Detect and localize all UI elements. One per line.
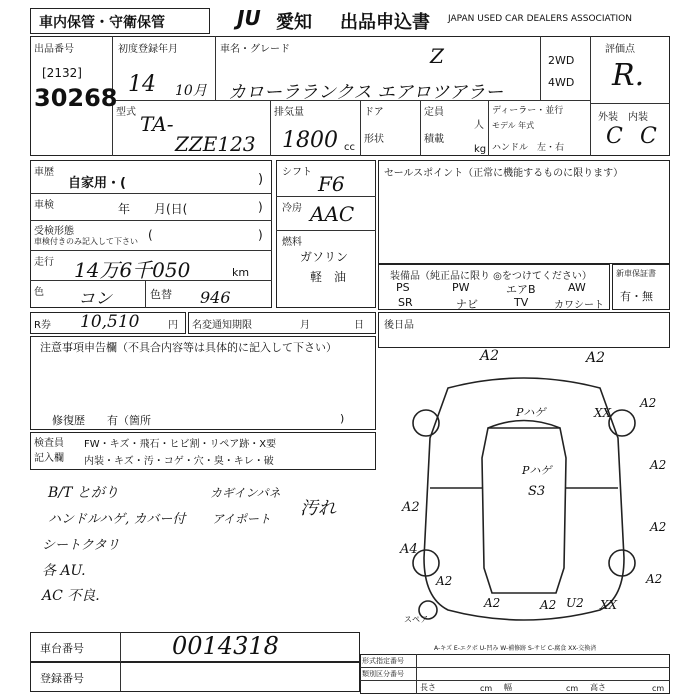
hw-line3: シートクタリ [42,538,120,553]
car-name: カローラランクス エアロツアラー [228,82,504,103]
storage-tag-text: 車内保管・守衛保管 [39,15,165,31]
car-grade: Z [430,44,444,68]
handle-label: ハンドル 左・右 [492,143,565,153]
drive-4wd: 4WD [548,76,575,89]
length-unit: cm [480,684,493,693]
car-name-label: 車名・グレード [220,44,290,55]
equip-ps: PS [396,281,410,294]
displacement-value: 1800 [282,128,338,153]
warranty-value: 有・無 [620,290,653,303]
ac-label: 冷房 [282,203,302,214]
mark-a2-right-4: A2 [646,572,663,586]
first-reg-year: 14 [128,72,156,97]
sales-point-label: セールスポイント（正常に機能するものに限ります） [384,168,624,179]
color-code: 946 [200,288,231,307]
model-label: 型式 [116,107,136,118]
reg-label: 登録番号 [40,672,84,685]
height-label: 高さ [590,683,606,692]
form-title: 出品申込書 [340,12,430,33]
equip-pw: PW [452,281,470,294]
dealer-label: ディーラー・並行 [492,106,564,116]
equip-leather: カワシート [554,300,604,311]
ac-value: AAC [310,202,355,226]
ju-logo: JU [237,6,261,30]
warranty-label: 新車保証書 [616,269,656,278]
shape-label: 形状 [364,134,384,145]
repair-label: 修復歴 有（箇所 [52,414,151,427]
frame-value: 0014318 [172,632,279,660]
name-change-month: 月 [300,320,310,331]
capacity-unit: 人 [474,120,484,131]
equip-sr: SR [398,296,413,309]
size-label-2: 類別区分番号 [362,670,404,678]
mark-a2-left-bottom: A2 [436,574,453,588]
model-line1: TA- [140,112,174,136]
hw-line5: AC 不良. [42,588,100,604]
displacement-label: 排気量 [274,107,304,118]
logo-aichi: 愛知 [276,12,312,33]
hw-line4: 各 AU. [42,563,86,579]
fuel-gasoline: ガソリン [300,250,349,264]
shift-value: F6 [318,172,345,196]
mark-a2-top-left: A2 [480,348,500,364]
hw-line1: B/T とがり [48,485,119,501]
rear-label: 後日品 [384,320,414,331]
history-value: 自家用・( [68,176,126,191]
color-change-label: 色替 [150,288,172,301]
storage-tag [30,8,210,34]
mark-a2-top-right: A2 [586,350,606,366]
load-unit: kg [474,144,487,155]
import-close: ) [258,228,263,242]
hw-right3: 汚れ [300,498,336,519]
score-value: R. [612,58,645,93]
inspection-close: ) [258,200,263,214]
frame-label: 車台番号 [40,642,84,655]
mark-a2-bottom-2: A2 [540,598,557,612]
drive-2wd: 2WD [548,54,575,67]
load-label: 積載 [424,134,444,145]
inspector-label: 検査員 記入欄 [34,438,64,464]
rear-right-wheel [609,550,635,576]
recycle-label: R券 [34,320,51,331]
rear-block [378,312,670,348]
capacity-label: 定員 [424,107,444,118]
org-name: JAPAN USED CAR DEALERS ASSOCIATION [448,14,632,24]
color-value: コン [78,289,112,309]
mark-a2-bottom-1: A2 [484,596,501,610]
inspection-value: 年 月(日( [118,202,188,216]
mark-a2-right-1: A2 [640,396,657,410]
import-open: ( [148,228,153,242]
mileage-label: 走行 [34,257,54,268]
roof [482,428,566,593]
equipment-label: 装備品（純正品に限り ◎をつけてください） [390,271,592,282]
car-diagram [378,348,670,648]
lot-sub: [2132] [42,66,82,80]
hw-right1: カギインパネ [210,486,281,500]
fuel-diesel: 軽 油 [310,270,347,284]
mark-a2-right-2: A2 [650,458,667,472]
mark-a4: A4 [400,542,418,557]
size-label-1: 形式指定番号 [362,657,404,665]
repair-close: ) [340,412,345,425]
notes-label: 注意事項申告欄（不具合内容等は具体的に記入して下さい） [40,341,337,354]
mark-a2-right-3: A2 [650,520,667,534]
first-reg-label: 初度登録年月 [118,44,178,55]
history-label: 車歴 [34,167,54,178]
shift-label: シフト [282,167,312,178]
ext-grade: C [606,124,623,149]
lot-number: 30268 [34,84,118,112]
hw-right2: アイポート [212,512,271,526]
history-close: ) [258,172,264,187]
recycle-value: 10,510 [80,312,140,332]
hw-line2: ハンドルハゲ, カバー付 [48,512,186,527]
spare-label: スペア [404,615,428,624]
name-change-label: 名変通知期限 [192,320,252,331]
name-change-day: 日 [354,320,364,331]
width-unit: cm [566,684,579,693]
inspection-label: 車検 [34,200,54,211]
color-label: 色 [34,287,44,298]
score-label: 評価点 [605,44,635,55]
inspect-row2: 内装・キズ・汚・コゲ・穴・臭・キレ・破 [84,456,274,467]
int-ext-label: 外装 内装 [598,112,648,123]
displacement-unit: cc [344,142,355,153]
mileage-value: 14万6千050 [74,258,191,282]
mark-s3: S3 [528,484,546,499]
mark-pgage-1: Pハゲ [516,406,546,419]
fuel-label: 燃料 [282,237,302,248]
doors-label: ドア [364,107,384,118]
equip-aw: AW [568,281,586,294]
equip-navi: ナビ [456,298,478,311]
first-reg-month: 10月 [175,83,207,99]
length-label: 長さ [420,683,436,692]
model-year-label: モデル 年式 [492,121,535,130]
inspect-row1: FW・キズ・飛石・ヒビ割・リペア跡・X要 [84,439,277,450]
lot-label: 出品番号 [34,44,74,55]
windshield [488,421,560,429]
mileage-unit: km [232,266,250,279]
model-line2: ZZE123 [175,132,256,156]
recycle-unit: 円 [168,320,178,331]
mark-xx: XX [594,406,612,420]
width-label: 幅 [504,683,512,692]
size-table [360,654,670,694]
mark-pgage-2: Pハゲ [522,464,552,477]
import-label: 受検形態 [34,226,74,237]
mark-xx-bottom: XX [600,598,618,612]
import-note: 車検付きのみ記入して下さい [34,237,138,246]
equip-tv: TV [514,296,529,309]
equip-ab: エアB [506,283,536,296]
mark-u2: U2 [566,596,584,610]
damage-legend: A-キズ E-エクボ U-凹み W-補修跡 S-サビ C-腐食 XX-交換済 [434,645,597,652]
height-unit: cm [652,684,665,693]
int-grade: C [640,124,657,149]
mark-a2-left: A2 [402,500,420,515]
